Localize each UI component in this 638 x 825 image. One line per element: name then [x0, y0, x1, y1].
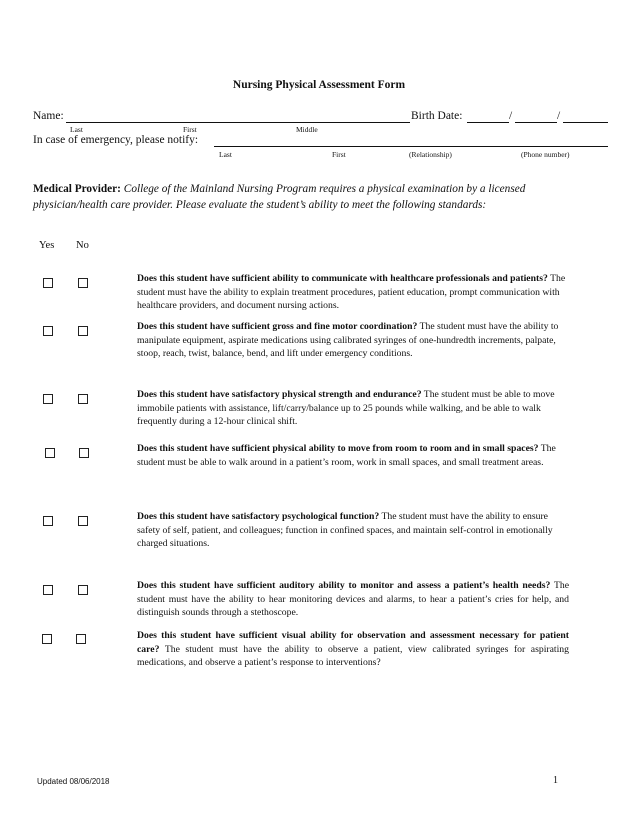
question-2	[137, 320, 569, 361]
question-4	[137, 442, 569, 469]
q7-yes-checkbox[interactable]	[42, 634, 52, 644]
emergency-field[interactable]	[214, 146, 608, 147]
q3-question: Does this student have satisfactory physical strength and endurance?	[137, 389, 422, 400]
yes-header: Yes	[39, 240, 55, 251]
q5-yes-checkbox[interactable]	[43, 516, 53, 526]
birth-sep-1: /	[509, 110, 513, 122]
question-3	[137, 388, 569, 429]
question-5	[137, 510, 569, 551]
no-header: No	[76, 240, 89, 251]
q2-question: Does this student have sufficient gross and fine motor coordination?	[137, 321, 418, 332]
q4-yes-checkbox[interactable]	[45, 448, 55, 458]
q6-question: Does this student have sufficient auditory ability to monitor and assess a patient’s health needs?	[137, 580, 551, 591]
name-sub-last: Last	[70, 125, 83, 134]
q6-no-checkbox[interactable]	[78, 585, 88, 595]
page-title: Nursing Physical Assessment Form	[232, 79, 406, 91]
q7-no-checkbox[interactable]	[76, 634, 86, 644]
name-sub-middle: Middle	[296, 125, 318, 134]
birth-year-field[interactable]	[563, 122, 608, 123]
q4-question: Does this student have sufficient physical ability to move from room to room and in small spaces?	[137, 443, 539, 454]
q6-yes-checkbox[interactable]	[43, 585, 53, 595]
birth-month-field[interactable]	[467, 122, 509, 123]
emergency-sub-first: First	[332, 150, 346, 159]
birth-sep-2: /	[557, 110, 561, 122]
q7-detail: The student must have the ability to observe a patient, view calibrated syringes for aspirating medications, and observe a patient’s response to interventions?	[137, 643, 569, 669]
q2-no-checkbox[interactable]	[78, 326, 88, 336]
q6-detail: The student must have the ability to hear monitoring devices and alarms, to hear a patient’s cries for help, and distinguish sounds through a stethoscope.	[137, 580, 569, 619]
q7-question: Does this student have sufficient visual ability for observation and assessment necessary for patient care?	[137, 630, 569, 655]
q5-no-checkbox[interactable]	[78, 516, 88, 526]
q4-no-checkbox[interactable]	[79, 448, 89, 458]
updated-date: Updated 08/06/2018	[37, 777, 110, 786]
q2-yes-checkbox[interactable]	[43, 326, 53, 336]
provider-text: College of the Mainland Nursing Program requires a physical examination by a licensed physician/health care provider. Please evaluate the student’s ability to meet the following standards:	[33, 183, 526, 211]
question-6	[137, 579, 569, 620]
q3-detail: The student must be able to move immobile patients with assistance, lift/carry/balance up to 25 pounds while walking, and be able to walk frequently during a 12-hour clinical shift.	[137, 389, 555, 428]
page-number: 1	[553, 775, 558, 786]
q4-detail: The student must be able to walk around in a patient’s room, work in small spaces, and small treatment areas.	[137, 443, 556, 468]
q2-detail: The student must have the ability to manipulate equipment, aspirate medications using calibrated syringes of one-hundredth increments, palpate, stoop, reach, twist, balance, bend, and lift under emergency conditions.	[137, 321, 559, 360]
question-7	[137, 629, 569, 670]
question-1	[137, 272, 569, 313]
medical-provider-paragraph	[33, 182, 593, 213]
emergency-sub-relationship: (Relationship)	[409, 150, 452, 159]
q1-question: Does this student have sufficient ability to communicate with healthcare professionals and patients?	[137, 273, 548, 284]
q3-no-checkbox[interactable]	[78, 394, 88, 404]
q5-question: Does this student have satisfactory psychological function?	[137, 511, 380, 522]
q3-yes-checkbox[interactable]	[43, 394, 53, 404]
birth-day-field[interactable]	[515, 122, 557, 123]
provider-label: Medical Provider:	[33, 183, 121, 195]
birth-date-label: Birth Date:	[411, 110, 463, 122]
emergency-sub-phone: (Phone number)	[521, 150, 570, 159]
q1-yes-checkbox[interactable]	[43, 278, 53, 288]
emergency-sub-last: Last	[219, 150, 232, 159]
name-sub-first: First	[183, 125, 197, 134]
emergency-label: In case of emergency, please notify:	[33, 134, 199, 146]
q1-detail: The student must have the ability to explain treatment procedures, patient education, prompt communication with healthcare providers, and document nursing actions.	[137, 273, 566, 312]
name-label: Name:	[33, 110, 64, 122]
q5-detail: The student must have the ability to ensure safety of self, patient, and colleagues; function in confined spaces, and maintain self-control in emotionally charged situations.	[137, 511, 553, 550]
q1-no-checkbox[interactable]	[78, 278, 88, 288]
name-field[interactable]	[66, 122, 410, 123]
